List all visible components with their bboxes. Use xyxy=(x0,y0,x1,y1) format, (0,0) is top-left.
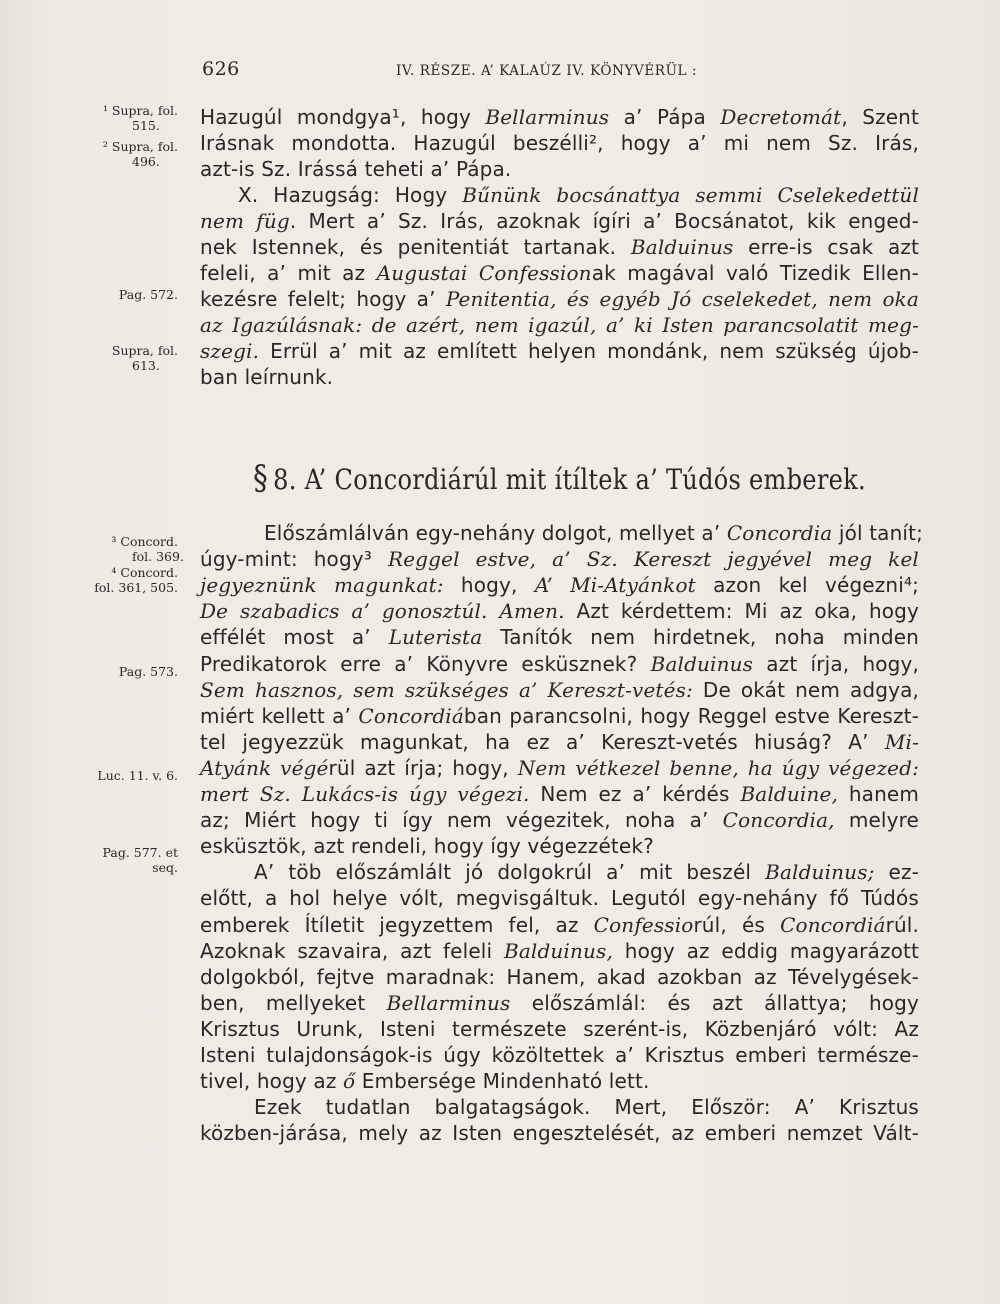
text-run: , hogy a’ mi nem Sz. Irás, xyxy=(597,131,919,155)
italic-span: Reggel estve, a’ Sz. Kereszt jegyével meg kel xyxy=(387,547,919,572)
text-line xyxy=(254,859,919,885)
margin-note: ² Supra, fol. xyxy=(102,139,178,154)
text-line xyxy=(238,182,919,208)
text-run: rül azt írja; hogy, xyxy=(328,755,518,780)
text-line xyxy=(200,260,919,286)
text-line xyxy=(200,781,919,807)
margin-note: fol. 361, 505. xyxy=(94,580,178,595)
text-line xyxy=(200,1068,919,1094)
text-run: tivel, hogy az xyxy=(200,1069,343,1094)
italic-span: Sem hasznos, sem szükséges a’ Kereszt-vetés: xyxy=(200,677,693,702)
text-line xyxy=(200,624,919,650)
text-run: Hazugúl mondgya xyxy=(200,105,392,129)
text-run: erre-is csak azt xyxy=(733,235,919,259)
page-header xyxy=(196,58,920,88)
text-run: hogy az eddig magyarázott xyxy=(612,938,919,963)
page-number: 626 xyxy=(202,58,240,80)
text-run xyxy=(372,547,388,571)
italic-span: mert Sz. Lukács-is úgy végezi. xyxy=(200,782,530,806)
margin-note: 613. xyxy=(132,358,160,373)
italic-span: Augustai Confession xyxy=(376,261,592,285)
text-run: úgy-mint: hogy xyxy=(200,547,364,572)
text-run: előtt, a hol helye vólt, megvisgáltuk. Legutól egy-nehány fő Túdós xyxy=(200,886,919,911)
margin-note: Pag. 573. xyxy=(118,664,178,679)
italic-span: Balduinus xyxy=(630,235,734,259)
italic-span: az Igazúlásnak: de azért, nem igazúl, a’ ki Isten parancsolatit meg- xyxy=(200,313,919,337)
italic-span: Concordiá xyxy=(358,703,464,728)
italic-span: nem füg xyxy=(200,209,290,233)
text-run: Irásnak mondotta. Hazugúl beszélli xyxy=(200,131,589,155)
text-run: Errül a’ mit az említett helyen mondánk, nem szükség újob- xyxy=(259,339,919,363)
text-line xyxy=(264,520,923,546)
margin-note: Luc. 11. v. 6. xyxy=(97,768,178,783)
text-run: ; xyxy=(912,573,919,598)
text-line xyxy=(200,990,919,1016)
section-heading-text: 8. A’ Concordiárúl mit ítíltek a’ Túdós emberek. xyxy=(273,463,866,496)
margin-note: fol. 369. xyxy=(132,549,184,564)
text-run: az; Miért hogy ti így nem végezitek, noha a’ xyxy=(200,808,723,833)
italic-span: szegi. xyxy=(200,339,260,363)
text-line xyxy=(200,156,919,182)
text-line xyxy=(200,938,919,964)
text-run: esküsztök, azt rendeli, hogy így végezzétek? xyxy=(200,834,654,859)
italic-span: Balduinus, xyxy=(503,938,613,963)
text-line xyxy=(200,130,919,156)
italic-span: Luterista xyxy=(388,625,483,650)
text-line xyxy=(200,729,919,755)
text-line xyxy=(200,572,919,598)
text-line xyxy=(200,338,919,364)
margin-note: Pag. 577. et xyxy=(102,845,178,860)
italic-span: Bellarminus xyxy=(386,990,511,1015)
text-line xyxy=(200,208,919,234)
text-run: Krisztus Urunk, Isteni természete szerént-is, Közbenjáró vólt: Az xyxy=(200,1016,919,1041)
text-run: kezésre felelt; hogy a’ xyxy=(200,287,446,311)
italic-span: Decretomát xyxy=(720,105,842,129)
text-run: emberek Ítíletit jegyzettem fel, az xyxy=(200,912,594,937)
margin-note: Supra, fol. xyxy=(111,343,178,358)
text-run: azt-is Sz. Irássá teheti a’ Pápa. xyxy=(200,157,512,181)
italic-span: Balduinus xyxy=(650,651,754,676)
text-line xyxy=(200,546,919,572)
text-line xyxy=(200,364,919,390)
text-run: . Mert a’ Sz. Irás, azoknak ígíri a’ Bocsánatot, kik enged- xyxy=(289,209,919,233)
text-run: Nem ez a’ kérdés xyxy=(529,782,741,806)
margin-note: ³ Concord. xyxy=(111,534,178,549)
footnote-marker: ¹ xyxy=(391,105,400,129)
section-symbol: § xyxy=(253,458,269,498)
margin-note: Pag. 572. xyxy=(118,287,178,302)
text-run: miért kellett a’ xyxy=(200,703,359,728)
running-head: IV. RÉSZE. A’ KALAÚZ IV. KÖNYVÉRÜL : xyxy=(396,63,698,79)
italic-span: Confessio xyxy=(593,912,694,937)
text-line xyxy=(200,912,919,938)
text-run: , hogy xyxy=(399,105,486,129)
italic-span: Balduine, xyxy=(740,782,838,806)
italic-span: Concordia, xyxy=(722,808,835,833)
text-run: Embersége Mindenható lett. xyxy=(355,1069,650,1094)
text-run: hanem xyxy=(837,782,919,806)
text-line xyxy=(200,598,919,624)
text-run: közben-járása, mely az Isten engesztelését, az emberi nemzet Vált- xyxy=(200,1121,919,1146)
text-run: nek Istennek, és penitentiát tartanak. xyxy=(200,235,631,259)
text-run: jól tanít; xyxy=(832,521,923,545)
italic-span: jegyeznünk magunkat: xyxy=(200,573,444,598)
italic-span: Concordiá xyxy=(780,912,886,937)
text-run: ban parancsolni, hogy Reggel estve Kereszt- xyxy=(463,703,920,728)
text-line xyxy=(200,885,919,911)
italic-span: ő xyxy=(342,1069,356,1094)
text-line xyxy=(200,651,919,677)
text-run: Azoknak szavaira, azt feleli xyxy=(200,938,504,963)
text-run: ben, mellyeket xyxy=(200,990,387,1015)
text-run: , Szent xyxy=(841,105,919,129)
italic-span: Bűnünk bocsánattya semmi Cselekedettül xyxy=(462,183,919,207)
italic-span: Mi- xyxy=(884,729,919,754)
text-line xyxy=(200,755,919,781)
text-run: azon kel végezni xyxy=(695,573,904,598)
italic-span: Bellarminus xyxy=(485,105,610,129)
text-line xyxy=(200,1120,919,1146)
italic-span: Nem vétkezel benne, ha úgy végezed: xyxy=(517,755,919,780)
italic-span: De szabadics a’ gonosztúl. Amen. xyxy=(200,599,565,624)
text-run: tel jegyezzük magunkat, ha ez a’ Kereszt-vetés hiuság? A’ xyxy=(200,729,885,754)
text-line xyxy=(200,104,919,130)
text-run: Ezek tudatlan balgatagságok. Mert, Először: A’ Krisztus xyxy=(254,1095,919,1120)
text-line xyxy=(254,1094,919,1120)
text-run: rúl, és xyxy=(693,912,781,937)
margin-note: ⁴ Concord. xyxy=(111,565,178,580)
text-run: Isteni tulajdonságok-is úgy közöltettek a’ Krisztus emberi természe- xyxy=(200,1043,919,1067)
text-run: előszámlál: és azt állattya; hogy xyxy=(510,990,919,1015)
italic-span: Balduinus; xyxy=(765,860,875,885)
text-line xyxy=(200,286,919,312)
text-run: Előszámlálván egy-nehány dolgot, mellyet a’ xyxy=(264,521,727,545)
text-line xyxy=(200,964,919,990)
footnote-marker: ² xyxy=(588,131,598,155)
text-line xyxy=(200,1042,919,1068)
text-run: Predikatorok erre a’ Könyvre esküsznek? xyxy=(200,651,651,676)
text-run: a’ Pápa xyxy=(609,105,721,129)
section-heading xyxy=(250,458,868,498)
text-line xyxy=(200,1016,919,1042)
text-line xyxy=(200,807,919,833)
italic-span: Concordia xyxy=(726,521,833,545)
italic-span: Atyánk végé xyxy=(200,755,329,780)
margin-note: 515. xyxy=(132,118,160,133)
text-run: dolgokból, fejtve maradnak: Hanem, akad azokban az Tévelygések- xyxy=(200,964,919,989)
text-run: effélét most a’ xyxy=(200,625,389,650)
text-line xyxy=(200,677,919,703)
text-run: ban leírnunk. xyxy=(200,365,334,389)
text-run: feleli, a’ mit az xyxy=(200,261,377,285)
text-run: hogy, xyxy=(443,573,535,598)
text-run: ez- xyxy=(874,860,920,885)
text-run: ak magával való Tizedik Ellen- xyxy=(591,261,919,285)
margin-note: seq. xyxy=(152,860,178,875)
text-run: Tanítók nem hirdetnek, noha minden xyxy=(482,625,919,650)
italic-span: A’ Mi-Atyánkot xyxy=(534,573,696,598)
text-run: azt írja, hogy, xyxy=(753,651,919,676)
text-run: rúl. xyxy=(885,912,919,937)
text-line xyxy=(200,234,919,260)
footnote-marker: ³ xyxy=(363,547,372,572)
text-line xyxy=(200,703,919,729)
text-run: A’ töb előszámlált jó dolgokrúl a’ mit beszél xyxy=(254,860,766,885)
text-run: melyre xyxy=(834,808,919,833)
italic-span: Penitentia, és egyéb Jó cselekedet, nem oka xyxy=(445,287,919,311)
text-run: De okát nem adgya, xyxy=(692,677,919,702)
text-line xyxy=(200,833,919,859)
text-line xyxy=(200,312,919,338)
margin-note: 496. xyxy=(132,154,160,169)
text-run: X. Hazugság: Hogy xyxy=(238,183,463,207)
text-run: Azt kérdettem: Mi az oka, hogy xyxy=(564,599,919,624)
margin-note: ¹ Supra, fol. xyxy=(102,103,178,118)
footnote-marker: ⁴ xyxy=(903,573,913,598)
